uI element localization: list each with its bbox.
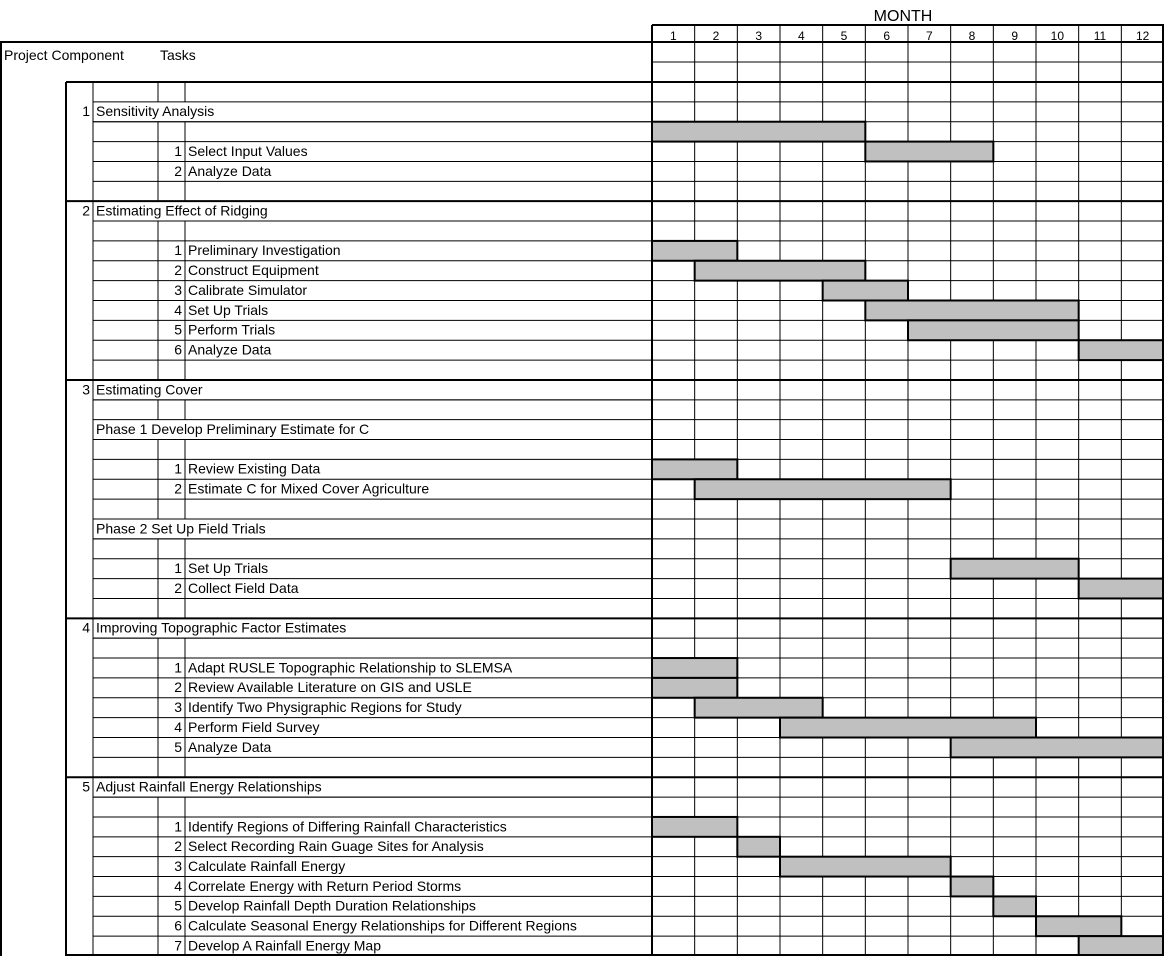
task-label: Calculate Seasonal Energy Relationships for Different Regions bbox=[188, 917, 577, 934]
task-number: 2 bbox=[174, 679, 182, 696]
task-number: 1 bbox=[174, 142, 182, 159]
component-number: 3 bbox=[82, 381, 90, 398]
task-number: 1 bbox=[174, 560, 182, 577]
task-label: Select Input Values bbox=[188, 142, 308, 159]
task-bar bbox=[652, 459, 737, 479]
task-bar bbox=[652, 817, 737, 837]
task-label: Collect Field Data bbox=[188, 579, 299, 596]
task-bar bbox=[1079, 579, 1164, 599]
task-label: Analyze Data bbox=[188, 162, 272, 179]
task-label: Perform Field Survey bbox=[188, 718, 320, 735]
task-number: 5 bbox=[174, 738, 182, 755]
task-label: Estimate C for Mixed Cover Agriculture bbox=[188, 480, 430, 497]
task-bar bbox=[652, 658, 737, 678]
task-label: Develop A Rainfall Energy Map bbox=[188, 937, 381, 954]
task-number: 6 bbox=[174, 341, 182, 358]
month-header: MONTH bbox=[873, 8, 933, 25]
component-number: 5 bbox=[82, 778, 90, 795]
task-number: 4 bbox=[174, 301, 182, 318]
component-label: Estimating Cover bbox=[96, 381, 203, 398]
component-label: Improving Topographic Factor Estimates bbox=[96, 619, 347, 636]
task-number: 1 bbox=[174, 460, 182, 477]
task-number: 2 bbox=[174, 262, 182, 279]
month-number: 2 bbox=[712, 29, 720, 43]
task-number: 5 bbox=[174, 897, 182, 914]
task-label: Adapt RUSLE Topographic Relationship to SLEMSA bbox=[188, 659, 513, 676]
task-label: Identify Two Physigraphic Regions for Study bbox=[188, 699, 462, 716]
task-number: 6 bbox=[174, 917, 182, 934]
task-bar bbox=[908, 320, 1079, 340]
task-label: Set Up Trials bbox=[188, 560, 269, 577]
task-label: Correlate Energy with Return Period Storms bbox=[188, 877, 462, 894]
month-number: 11 bbox=[1093, 29, 1107, 43]
task-number: 7 bbox=[174, 937, 182, 954]
month-number: 5 bbox=[840, 29, 848, 43]
task-bar bbox=[865, 301, 1078, 321]
task-bar bbox=[1079, 340, 1164, 360]
month-number: 4 bbox=[797, 29, 805, 43]
task-bar bbox=[780, 718, 1036, 738]
month-number: 6 bbox=[883, 29, 891, 43]
task-number: 1 bbox=[174, 242, 182, 259]
task-label: Review Available Literature on GIS and USLE bbox=[188, 679, 472, 696]
task-label: Analyze Data bbox=[188, 738, 272, 755]
task-bar bbox=[951, 877, 994, 897]
task-number: 3 bbox=[174, 857, 182, 874]
task-bar bbox=[1079, 936, 1164, 956]
task-number: 4 bbox=[174, 877, 182, 894]
task-bar bbox=[652, 678, 737, 698]
task-bar bbox=[951, 559, 1079, 579]
tasks-header: Tasks bbox=[160, 47, 196, 63]
task-number: 1 bbox=[174, 659, 182, 676]
month-number: 7 bbox=[925, 29, 933, 43]
task-bar bbox=[652, 241, 737, 261]
task-label: Set Up Trials bbox=[188, 301, 269, 318]
task-bar bbox=[652, 122, 865, 142]
task-number: 3 bbox=[174, 281, 182, 298]
component-number: 4 bbox=[82, 619, 90, 636]
month-number: 10 bbox=[1050, 29, 1065, 43]
month-number: 12 bbox=[1135, 29, 1150, 43]
month-number: 9 bbox=[1011, 29, 1019, 43]
task-number: 4 bbox=[174, 718, 182, 735]
component-label: Adjust Rainfall Energy Relationships bbox=[96, 778, 322, 795]
month-number: 8 bbox=[968, 29, 976, 43]
task-bar bbox=[1036, 916, 1121, 936]
task-number: 1 bbox=[174, 818, 182, 835]
task-bar bbox=[823, 281, 908, 301]
project-component-header: Project Component bbox=[4, 47, 124, 63]
task-bar bbox=[695, 698, 823, 718]
task-number: 2 bbox=[174, 480, 182, 497]
task-number: 3 bbox=[174, 699, 182, 716]
task-bar bbox=[993, 896, 1036, 916]
task-label: Develop Rainfall Depth Duration Relationships bbox=[188, 897, 476, 914]
phase-label: Phase 2 Set Up Field Trials bbox=[96, 520, 266, 537]
task-bar bbox=[780, 857, 951, 877]
component-number: 1 bbox=[82, 103, 90, 120]
task-bar bbox=[695, 479, 951, 499]
task-label: Select Recording Rain Guage Sites for Analysis bbox=[188, 838, 484, 855]
phase-label: Phase 1 Develop Preliminary Estimate for C bbox=[96, 420, 370, 437]
task-label: Analyze Data bbox=[188, 341, 272, 358]
task-label: Preliminary Investigation bbox=[188, 242, 341, 259]
task-label: Construct Equipment bbox=[188, 262, 319, 279]
task-label: Review Existing Data bbox=[188, 460, 321, 477]
month-number: 1 bbox=[669, 29, 677, 43]
task-number: 5 bbox=[174, 321, 182, 338]
task-bar bbox=[865, 142, 993, 162]
month-number: 3 bbox=[755, 29, 763, 43]
task-bar bbox=[695, 261, 866, 281]
task-label: Perform Trials bbox=[188, 321, 276, 338]
task-number: 2 bbox=[174, 162, 182, 179]
task-label: Calibrate Simulator bbox=[188, 281, 308, 298]
component-label: Sensitivity Analysis bbox=[96, 103, 215, 120]
task-label: Identify Regions of Differing Rainfall Characteristics bbox=[188, 818, 507, 835]
component-label: Estimating Effect of Ridging bbox=[96, 202, 268, 219]
task-bar bbox=[737, 837, 780, 857]
task-label: Calculate Rainfall Energy bbox=[188, 857, 346, 874]
task-number: 2 bbox=[174, 838, 182, 855]
task-number: 2 bbox=[174, 579, 182, 596]
task-bar bbox=[951, 738, 1164, 758]
component-number: 2 bbox=[82, 202, 90, 219]
